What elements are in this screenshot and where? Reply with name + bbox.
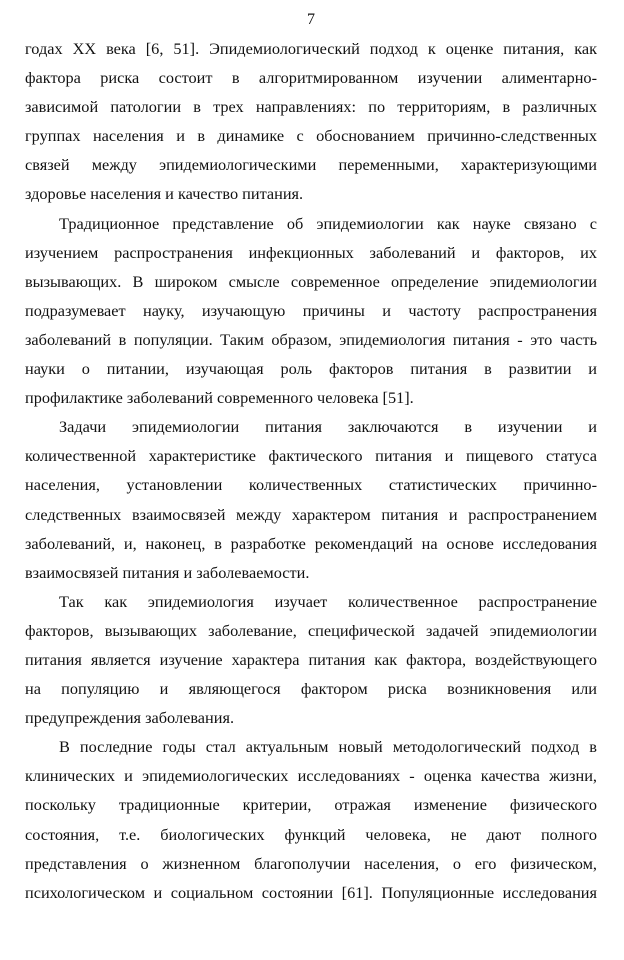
text-line: населения, установлении количественных статистических причинно- [25,475,597,495]
text-line: психологическом и социальном состоянии [61]. Популяционные исследования [25,882,597,902]
paragraph [25,732,597,907]
text-line: количественной характеристике фактического питания и пищевого статуса [25,446,597,466]
text-line: Задачи эпидемиологии питания заключаются в изучении и [59,417,597,437]
text-line: представления о жизненном благополучии населения, о его физическом, [25,853,597,873]
text-line: Традиционное представление об эпидемиологии как науке связано с [59,213,597,233]
page-number: 7 [307,11,315,28]
body-text [25,34,597,907]
text-line: подразумевает науку, изучающую причины и частоту распространения [25,300,597,320]
text-line: группах населения и в динамике с обоснованием причинно-следственных [25,126,597,146]
text-line: науки о питании, изучающая роль факторов питания в развитии и [25,359,597,379]
text-line: профилактике заболеваний современного человека [51]. [25,388,414,408]
text-line: заболеваний в популяции. Таким образом, эпидемиология питания - это часть [25,329,597,349]
text-line: взаимосвязей питания и заболеваемости. [25,562,310,582]
paragraph [25,587,597,732]
text-line: на популяцию и являющегося фактором риска возникновения или [25,679,597,699]
paragraph [25,412,597,587]
text-line: изучением распространения инфекционных заболеваний и факторов, их [25,242,597,262]
text-line: В последние годы стал актуальным новый методологический подход в [59,737,597,757]
text-line: факторов, вызывающих заболевание, специфической задачей эпидемиологии [25,620,597,640]
text-line: следственных взаимосвязей между характером питания и распространением [25,504,597,524]
paragraph [25,34,597,209]
text-line: годах XX века [6, 51]. Эпидемиологический подход к оценке питания, как [25,39,597,58]
text-line: заболеваний, и, наконец, в разработке рекомендаций на основе исследования [25,533,597,553]
paragraph [25,209,597,413]
text-line: связей между эпидемиологическими переменными, характеризующими [25,155,597,175]
text-line: состояния, т.е. биологических функций человека, не дают полного [25,824,597,844]
text-line: клинических и эпидемиологических исследованиях - оценка качества жизни, [25,766,597,786]
text-line: Так как эпидемиология изучает количественное распространение [59,591,597,611]
text-line: предупреждения заболевания. [25,708,235,728]
text-line: фактора риска состоит в алгоритмированном изучении алиментарно- [25,68,597,88]
text-line: поскольку традиционные критерии, отражая изменение физического [25,795,597,815]
text-line: зависимой патологии в трех направлениях: по территориям, в различных [25,97,597,117]
text-line: питания является изучение характера питания как фактора, воздействующего [25,649,597,669]
text-line: вызывающих. В широком смысле современное определение эпидемиологии [25,271,597,291]
text-line: здоровье населения и качество питания. [25,184,304,204]
